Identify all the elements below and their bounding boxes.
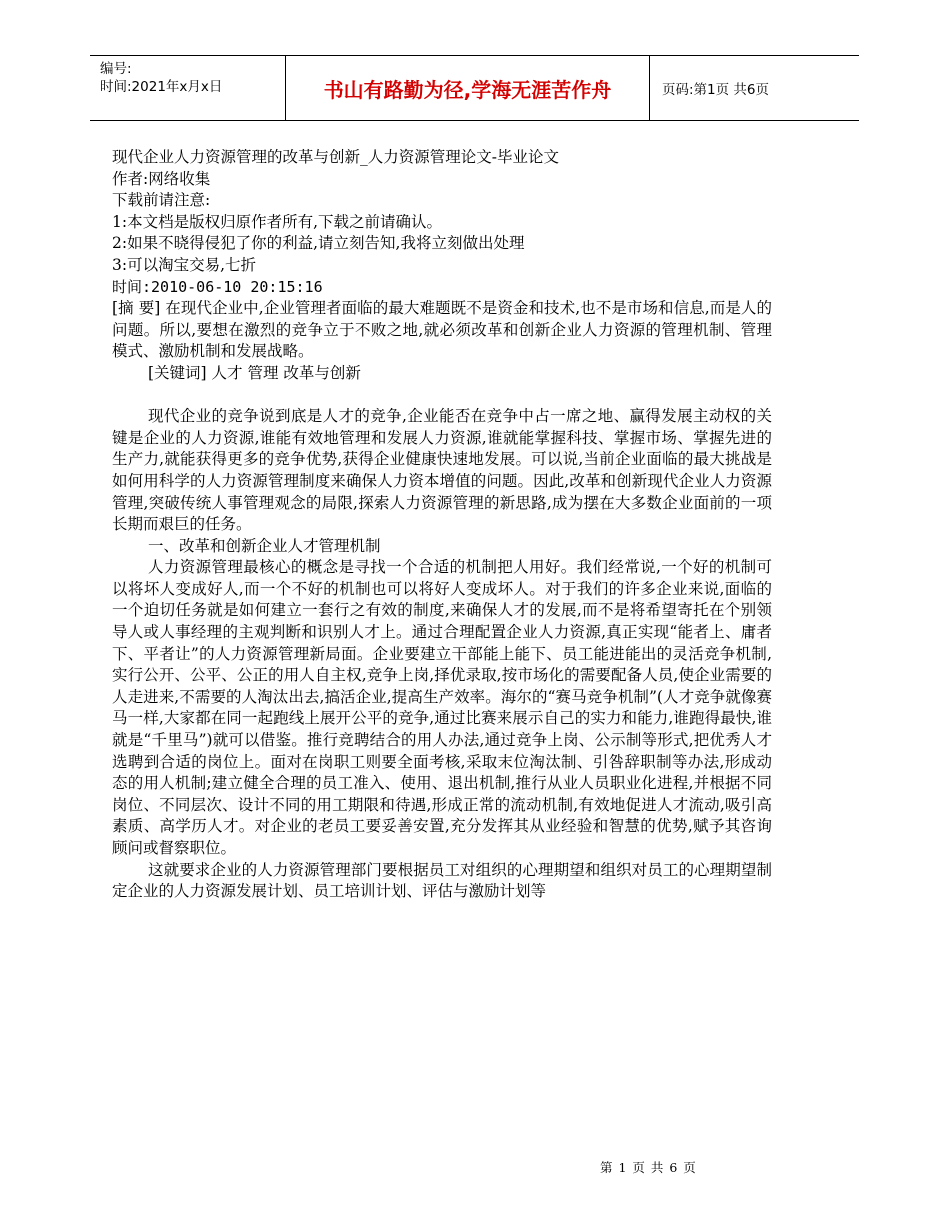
notice-item-1: 1:本文档是版权归原作者所有,下载之前请确认。 [112, 212, 443, 231]
document-number-label: 编号: [100, 61, 132, 77]
page-footer: 第 1 页 共 6 页 [600, 1160, 697, 1175]
notice-title: 下载前请注意: [112, 191, 211, 210]
blank-line [112, 385, 772, 407]
paragraph-intro: 现代企业的竞争说到底是人才的竞争,企业能否在竞争中占一席之地、赢得发展主动权的关键是企业的人力资源,谁能有效地管理和发展人力资源,谁就能掌握科技、掌握市场、掌握先进的生产力,就能获得更多的竞争优势,获得企业健康快速地发展。可以说,当前企业面临的最大挑战是如何用科学的人力资源管理制度来确保人力资本增值的问题。因此,改革和创新现代企业人力资源管理,突破传统人事管理观念的局限,探索人力资源管理的新思路,成为摆在大多数企业面前的一项长期而艰巨的任务。 [112, 407, 772, 534]
header-slogan: 书山有路勤为径,学海无涯苦作舟 [285, 56, 650, 120]
notice-item-3: 3:可以淘宝交易,七折 [112, 255, 257, 274]
header-page-info: 页码:第1页 共6页 [662, 82, 770, 98]
document-body [112, 147, 772, 903]
document-title: 现代企业人力资源管理的改革与创新_人力资源管理论文-毕业论文 [112, 148, 559, 166]
document-author: 作者:网络收集 [112, 169, 211, 188]
notice-item-2: 2:如果不晓得侵犯了你的利益,请立刻告知,我将立刻做出处理 [112, 234, 525, 253]
document-timestamp: 时间:2010-06-10 20:15:16 [112, 277, 323, 296]
abstract: [摘 要] 在现代企业中,企业管理者面临的最大难题既不是资金和技术,也不是市场和信息,而是人的问题。所以,要想在激烈的竞争立于不败之地,就必须改革和创新企业人力资源的管理机制、管理模式、激励机制和发展战略。 [112, 299, 772, 361]
section-heading-1: 一、改革和创新企业人才管理机制 [148, 536, 381, 555]
document-time-label: 时间:2021年x月x日 [100, 79, 223, 95]
keywords: [关键词] 人才 管理 改革与创新 [148, 363, 361, 382]
paragraph-requirements: 这就要求企业的人力资源管理部门要根据员工对组织的心理期望和组织对员工的心理期望制定企业的人力资源发展计划、员工培训计划、评估与激励计划等 [112, 860, 772, 901]
page-header [90, 55, 859, 121]
paragraph-mechanism: 人力资源管理最核心的概念是寻找一个合适的机制把人用好。我们经常说,一个好的机制可以将坏人变成好人,而一个不好的机制也可以将好人变成坏人。对于我们的许多企业来说,面临的一个迫切任务就是如何建立一套行之有效的制度,来确保人才的发展,而不是将希望寄托在个别领导人或人事经理的主观判断和识别人才上。通过合理配置企业人力资源,真正实现“能者上、庸者下、平者让”的人力资源管理新局面。企业要建立干部能上能下、员工能进能出的灵活竞争机制,实行公开、公平、公正的用人自主权,竞争上岗,择优录取,按市场化的需要配备人员,使企业需要的人走进来,不需要的人淘汰出去,搞活企业,提高生产效率。海尔的“赛马竞争机制”(人才竞争就像赛马一样,大家都在同一起跑线上展开公平的竞争,通过比赛来展示自己的实力和能力,谁跑得最快,谁就是“千里马”)就可以借鉴。推行竞聘结合的用人办法,通过竞争上岗、公示制等形式,把优秀人才选聘到合适的岗位上。面对在岗职工则要全面考核,采取末位淘汰制、引咎辞职制等办法,形成动态的用人机制;建立健全合理的员工准入、使用、退出机制,推行从业人员职业化进程,并根据不同岗位、不同层次、设计不同的用工期限和待遇,形成正常的流动机制,有效地促进人才流动,吸引高素质、高学历人才。对企业的老员工要妥善安置,充分发挥其从业经验和智慧的优势,赋予其咨询顾问或督察职位。 [112, 558, 772, 857]
header-left-cell [90, 56, 285, 120]
